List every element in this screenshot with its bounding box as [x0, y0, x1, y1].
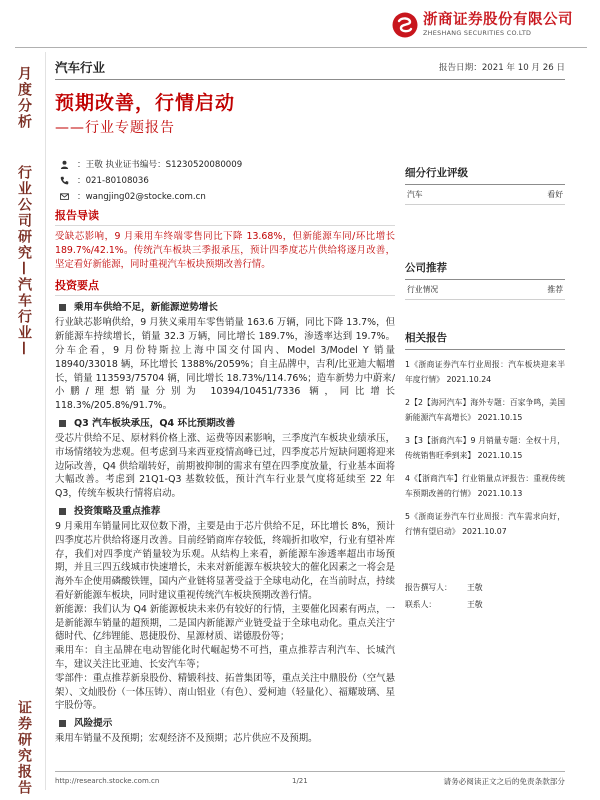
point-paragraph-risk: 乘用车销量不及预期；宏观经济不及预期；芯片供应不及预期。	[55, 733, 318, 745]
related-report-item[interactable]	[405, 434, 565, 463]
side-label-report-type: 证券研究报告	[16, 700, 32, 796]
bullet-square-icon	[59, 720, 66, 727]
footer-disclaimer: 请务必阅读正文之后的免责条款部分	[443, 777, 565, 786]
point-paragraph: 行业缺芯影响供给，9 月狭义乘用车零售销量 163.6 万辆，同比下降 13.7%，但新能源车持续增长，销量 32.3 万辆，同比增长 189.7%，渗透率达到 19.7%。分车企看，9 月份特斯拉上海中国交付国内、Model 3/Model Y 销量 18940/33018 辆，环比增长 1388%/2059%；自主品牌中，吉利/比亚迪大幅增长，销量 113593/75704 辆，同比增长 18.73%/114.76%；造车新势力中蔚来/小鹏/理想销量分别为 10394/10451/7336 辆，同比增长 118.3%/205.8%/91.7%。	[55, 317, 395, 412]
contact-label: 联系人：	[405, 600, 437, 609]
phone-icon	[60, 176, 69, 185]
point-paragraph-new-energy: 新能源：我们认为 Q4 新能源板块未来仍有较好的行情，主要催化因素有两点，一是新能源车销量的超预期，二是国内新能源产业链受益于全球电动化。重点关注宁德时代、亿纬锂能、恩捷股份、星源材质、诺德股份等；	[55, 603, 395, 643]
related-report-date: 2021.10.15	[477, 450, 523, 460]
header-divider	[55, 79, 565, 80]
company-recommend-title: 公司推荐	[405, 261, 565, 280]
company-header-row	[405, 280, 565, 300]
report-title: 预期改善，行情启动	[55, 92, 236, 114]
company-english-name: ZHESHANG SECURITIES CO.LTD	[423, 29, 532, 37]
bullet-square-icon	[59, 304, 66, 311]
company-name: 浙商证券股份有限公司	[423, 12, 573, 28]
point-paragraph: 9 月乘用车销量同比双位数下滑，主要是由于芯片供给不足，环比增长 8%，预计四季度芯片供给将逐月改善。目前经销商库存较低，终端折扣收窄，行业有望补库存，我们对四季度产销量较为乐观。从结构上来看，新能源车渗透率超出市场预期，并且三四五线城市快速增长，未来对新能源车板块较大的催化因素之一将会是海外车企使用磷酸铁锂，国内产业链将显著受益于全球电动化，在当前时点，持续看好新能源车板块，同时建议重视传统汽车板块预期改善行情。	[55, 520, 395, 601]
analyst-email-line	[60, 188, 242, 204]
email-icon	[60, 192, 69, 201]
point-heading	[55, 300, 395, 315]
industry-label: 汽车行业	[55, 60, 106, 75]
person-icon	[60, 160, 69, 169]
related-report-title: 《浙商证券汽车行业周报：汽车需求向好，行情有望启动》	[405, 512, 565, 536]
rating-row	[405, 185, 565, 205]
writer-name: 王敬	[467, 583, 483, 592]
related-report-item[interactable]	[405, 358, 565, 387]
company-header-right: 推荐	[547, 285, 563, 294]
point-heading-text: Q3 汽车板块承压，Q4 环比预期改善	[74, 417, 236, 429]
point-paragraph-components: 零部件：重点推荐新泉股份、精锻科技、拓普集团等，重点关注中鼎股份（空气悬架）、文灿股份（一体压铸）、南山铝业（有色）、爱柯迪（轻量化）、福耀玻璃、星宇股份等。	[55, 672, 395, 712]
company-header-left: 行业情况	[407, 285, 439, 294]
intro-title: 报告导读	[55, 208, 395, 226]
rating-industry: 汽车	[407, 190, 423, 199]
report-subtitle: ——行业专题报告	[55, 120, 175, 136]
intro-paragraph: 受缺芯影响，9 月乘用车终端零售同比下降 13.68%，但新能源车同/环比增长 189.7%/42.1%。传统汽车板块三季报承压，预计四季度芯片供给将逐月改善，坚定看好新能源，同时重视汽车板块预期改善行情。	[55, 231, 395, 270]
analyst-name: ：王敬 执业证书编号：S1230520080009	[77, 160, 243, 170]
related-report-date: 2021.10.15	[477, 412, 523, 422]
key-points-title: 投资要点	[55, 278, 395, 296]
related-report-item[interactable]	[405, 396, 565, 425]
side-label-monthly: 月度分析	[16, 66, 32, 130]
point-paragraph-passenger-car: 乘用车：自主品牌在电动智能化时代崛起势不可挡，重点推荐吉利汽车、长城汽车，建议关注比亚迪、长安汽车等；	[55, 645, 395, 670]
bullet-square-icon	[59, 508, 66, 515]
sidebar	[405, 166, 565, 613]
report-staff	[405, 579, 565, 613]
footer-url-link[interactable]: http://research.stocke.com.cn	[55, 777, 160, 785]
analyst-email: ：wangjing02@stocke.com.cn	[77, 192, 206, 202]
point-heading	[55, 504, 395, 519]
point-heading	[55, 716, 395, 731]
rating-value: 看好	[547, 190, 563, 199]
point-heading-text: 风险提示	[74, 718, 113, 730]
footer-divider	[55, 771, 565, 772]
related-reports-title: 相关报告	[405, 331, 565, 350]
point-heading	[55, 416, 395, 431]
analyst-name-line	[60, 156, 242, 172]
analyst-phone-line	[60, 172, 242, 188]
related-report-item[interactable]	[405, 472, 565, 501]
side-divider	[45, 52, 46, 790]
related-report-date: 2021.10.24	[446, 374, 492, 384]
related-report-title: 【2【海河汽车】海外专题：百家争鸣，美国新能源汽车高增长》	[405, 398, 565, 422]
point-heading-text: 乘用车供给不足，新能源逆势增长	[74, 302, 218, 314]
related-reports-list	[405, 358, 565, 539]
bullet-square-icon	[59, 420, 66, 427]
point-heading-text: 投资策略及重点推荐	[74, 505, 161, 517]
main-content	[55, 208, 395, 746]
related-report-title: 《【浙商汽车】行业销量点评报告：重视传统车预期改善的行情》	[405, 474, 565, 498]
related-report-title: 【3【浙商汽车】9 月销量专题：全权十月，传统销售旺季到来】	[405, 436, 565, 460]
footer-page-number: 1/21	[292, 777, 308, 785]
analyst-phone: ：021-80108036	[77, 176, 149, 186]
related-report-number: 2	[405, 398, 410, 407]
point-paragraph: 受芯片供给不足、原材料价格上涨、运费等因素影响，三季度汽车板块业绩承压，市场情绪较为悲观。但考虑到马来西亚疫情高峰已过，四季度芯片短缺问题将迎来边际改善，Q4 供给端转好，前期被抑制的需求有望在四季度放量，行业基本面将大幅改善。考虑到 21Q1-Q3 基数较低，预计汽车行业景气度将延续至 22 年 Q3，传统车板块行情将启动。	[55, 432, 395, 500]
related-report-number: 3	[405, 436, 410, 445]
side-label-category: 行业公司研究—汽车行业—	[16, 165, 32, 357]
report-date: 报告日期：2021 年 10 月 26 日	[438, 63, 565, 73]
related-report-item[interactable]	[405, 510, 565, 539]
top-divider	[15, 47, 587, 48]
related-report-number: 4	[405, 474, 410, 483]
company-recommend-block	[405, 261, 565, 331]
analyst-block	[60, 156, 242, 204]
related-report-date: 2021.10.07	[462, 526, 507, 536]
company-logo	[392, 12, 573, 38]
writer-label: 报告撰写人：	[405, 583, 452, 592]
industry-rating-title: 细分行业评级	[405, 166, 565, 185]
related-report-date: 2021.10.13	[477, 488, 523, 498]
company-logo-icon	[392, 12, 418, 38]
writer-line	[405, 579, 565, 596]
related-report-title: 《浙商证券汽车行业周报：汽车板块迎来半年度行情》	[405, 360, 565, 384]
contact-name: 王敬	[467, 600, 483, 609]
contact-line	[405, 596, 565, 613]
related-report-number: 5	[405, 512, 410, 521]
industry-rating-block	[405, 166, 565, 261]
related-report-number: 1	[405, 360, 410, 369]
